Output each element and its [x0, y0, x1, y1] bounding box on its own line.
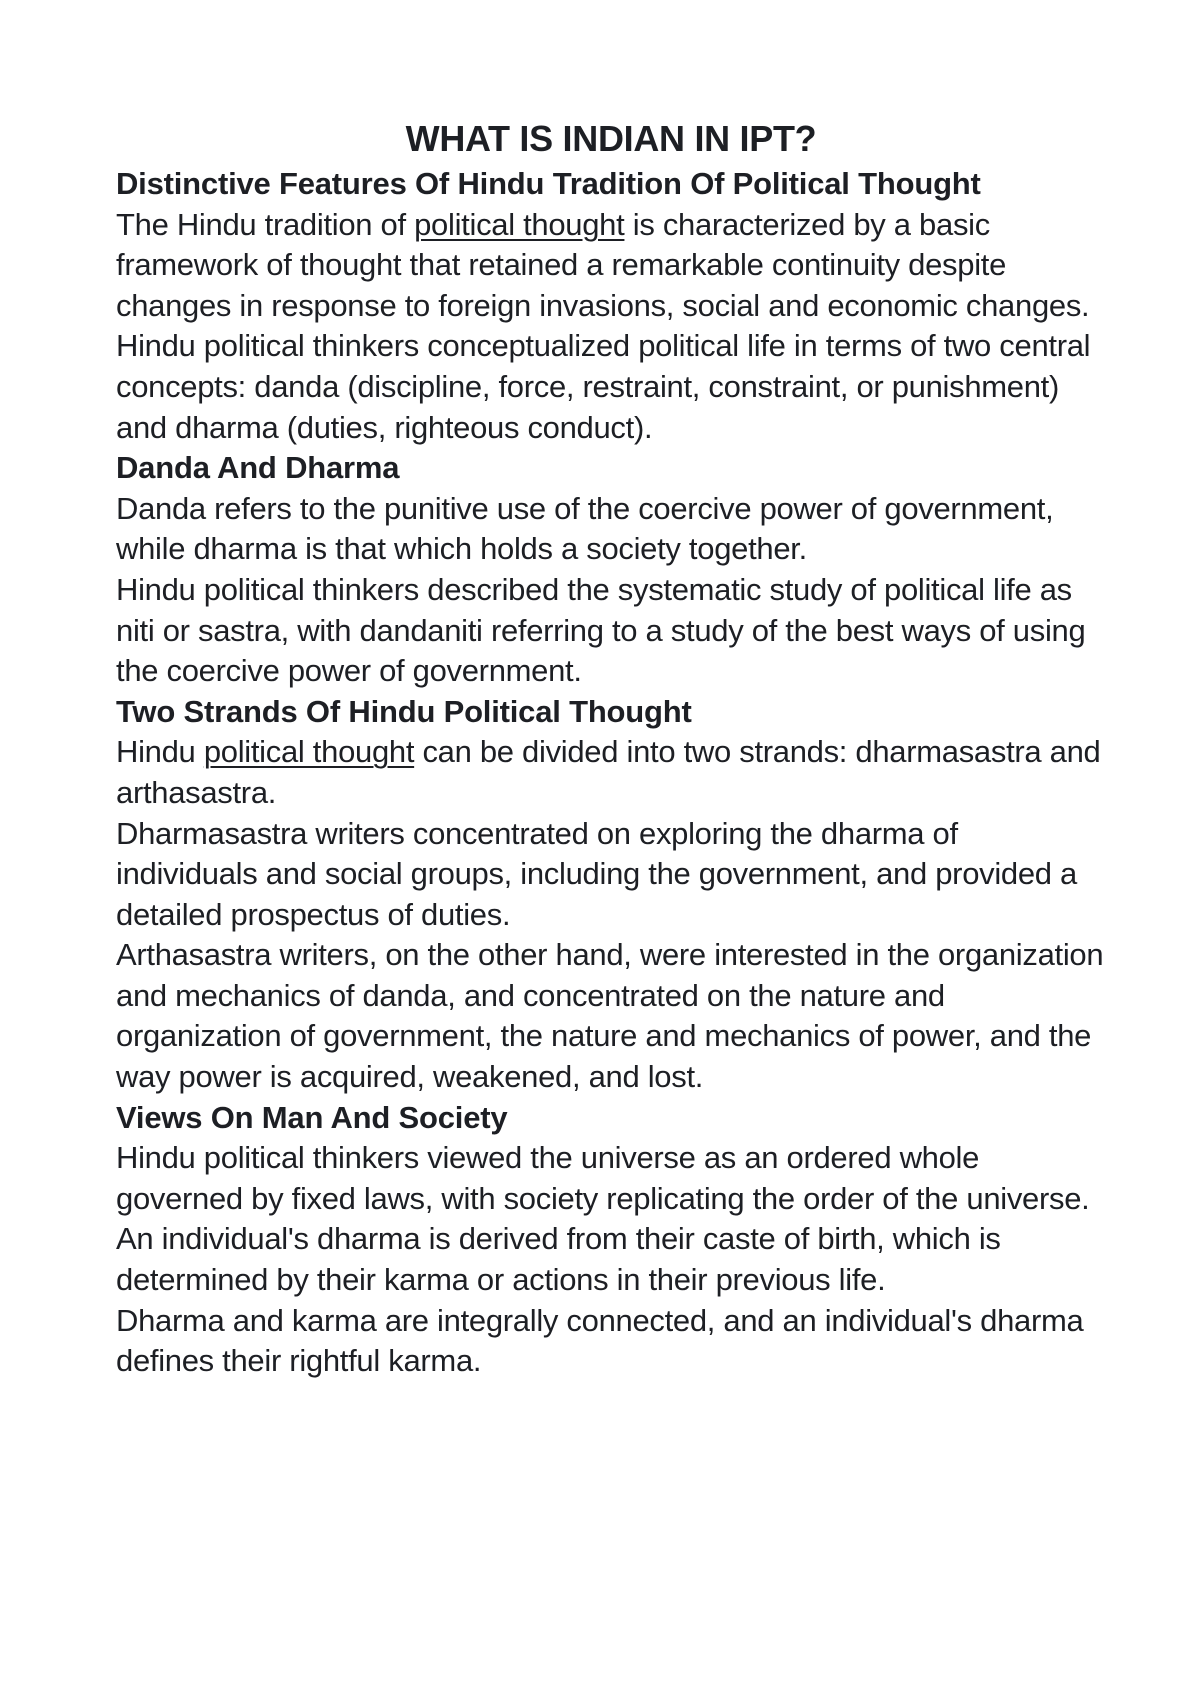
paragraph-central-concepts: Hindu political thinkers conceptualized political life in terms of two central concepts: danda (discipline, force, restraint, constraint, or punishment) and dharma (duties, righteous conduct). — [116, 328, 1091, 445]
paragraph-text: Hindu — [116, 734, 204, 770]
paragraph-arthasastra: Arthasastra writers, on the other hand, were interested in the organization and mechanics of danda, and concentrated on the nature and organization of government, the nature and mechanics of power, and the way power is acquired, weakened, and lost. — [116, 937, 1104, 1095]
paragraph-two-strands — [116, 732, 1106, 813]
document-page — [116, 114, 1106, 1382]
political-thought-link[interactable]: political thought — [203, 734, 415, 770]
paragraph-danda-definition: Danda refers to the punitive use of the coercive power of government, while dharma is that which holds a society together. — [116, 490, 1054, 567]
paragraph-hindu-tradition — [116, 205, 1106, 327]
paragraph-text: The Hindu tradition of — [116, 206, 415, 242]
paragraph-text: is characterized by a basic framework of thought that retained a remarkable continuity despite changes in response to foreign invasions, social and economic changes. — [116, 206, 1090, 323]
paragraph-niti-sastra: Hindu political thinkers described the systematic study of political life as niti or sastra, with dandaniti referring to a study of the best ways of using the coercive power of government. — [116, 571, 1086, 689]
paragraph-text: can be divided into two strands: dharmasastra and arthasastra. — [116, 734, 1101, 810]
document-title: WHAT IS INDIAN IN IPT? — [405, 118, 817, 159]
political-thought-link[interactable]: political thought — [414, 206, 625, 242]
paragraph-caste-dharma: An individual's dharma is derived from their caste of birth, which is determined by their karma or actions in their previous life. — [116, 1221, 1001, 1298]
paragraph-dharmasastra: Dharmasastra writers concentrated on exploring the dharma of individuals and social groups, including the government, and provided a detailed prospectus of duties. — [116, 815, 1077, 932]
section-heading-man-society: Views On Man And Society — [116, 1099, 508, 1135]
paragraph-dharma-karma: Dharma and karma are integrally connected, and an individual's dharma defines their rightful karma. — [116, 1302, 1084, 1379]
section-heading-distinctive-features: Distinctive Features Of Hindu Tradition Of Political Thought — [116, 166, 981, 201]
paragraph-universe-order: Hindu political thinkers viewed the universe as an ordered whole governed by fixed laws, with society replicating the order of the universe. — [116, 1140, 1090, 1216]
section-heading-two-strands: Two Strands Of Hindu Political Thought — [116, 693, 692, 729]
section-heading-danda-dharma: Danda And Dharma — [116, 450, 400, 486]
